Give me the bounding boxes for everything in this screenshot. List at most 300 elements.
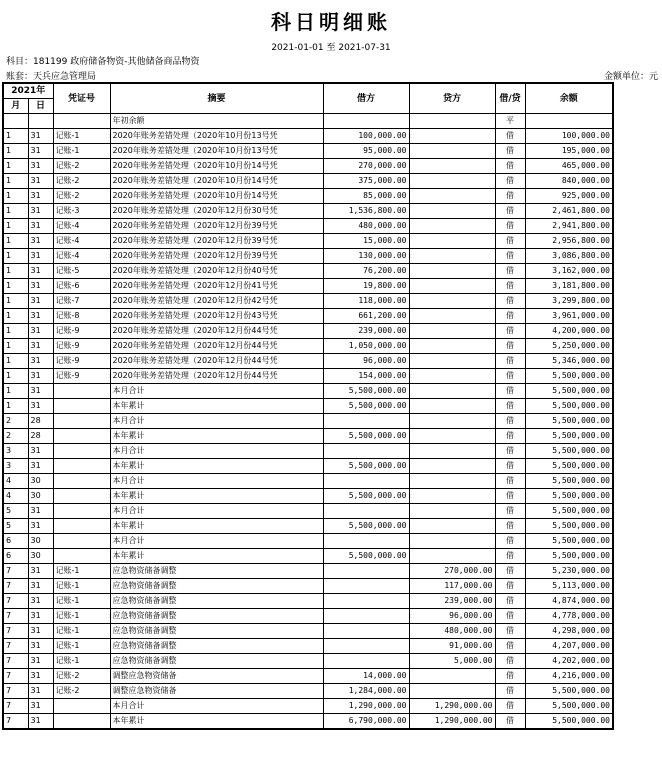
cell-voucher: 记账-9 xyxy=(53,339,110,354)
cell-balance: 5,500,000.00 xyxy=(525,684,613,699)
cell-month: 7 xyxy=(3,579,28,594)
cell-direction: 借 xyxy=(495,324,525,339)
cell-month: 1 xyxy=(3,399,28,414)
cell-summary: 本月合计 xyxy=(110,699,323,714)
cell-day: 31 xyxy=(28,249,53,264)
cell-summary: 2020年账务差错处理（2020年10月份14号凭 xyxy=(110,159,323,174)
table-row xyxy=(3,609,613,624)
cell-voucher xyxy=(53,429,110,444)
cell-month: 7 xyxy=(3,699,28,714)
cell-day: 31 xyxy=(28,519,53,534)
cell-day: 31 xyxy=(28,324,53,339)
cell-balance: 5,500,000.00 xyxy=(525,714,613,730)
cell-month: 1 xyxy=(3,324,28,339)
cell-credit xyxy=(409,444,495,459)
cell-summary: 应急物资储备调整 xyxy=(110,579,323,594)
cell-summary: 本年累计 xyxy=(110,459,323,474)
cell-voucher: 记账-6 xyxy=(53,279,110,294)
cell-balance: 2,461,800.00 xyxy=(525,204,613,219)
cell-month: 3 xyxy=(3,444,28,459)
table-row xyxy=(3,414,613,429)
cell-direction: 借 xyxy=(495,234,525,249)
cell-month: 1 xyxy=(3,234,28,249)
cell-month: 5 xyxy=(3,519,28,534)
header-summary: 摘要 xyxy=(110,83,323,114)
cell-credit xyxy=(409,354,495,369)
cell-summary: 本年累计 xyxy=(110,519,323,534)
account-subject: 科目：181199 政府储备物资-其他储备商品物资 xyxy=(6,57,200,67)
cell-balance: 3,086,800.00 xyxy=(525,249,613,264)
cell-day: 30 xyxy=(28,534,53,549)
cell-month: 4 xyxy=(3,489,28,504)
cell-voucher: 记账-9 xyxy=(53,324,110,339)
cell-debit xyxy=(323,474,409,489)
cell-balance: 3,181,800.00 xyxy=(525,279,613,294)
cell-debit xyxy=(323,624,409,639)
cell-day: 31 xyxy=(28,354,53,369)
cell-balance: 4,202,000.00 xyxy=(525,654,613,669)
cell-balance: 5,500,000.00 xyxy=(525,414,613,429)
cell-summary: 2020年账务差错处理（2020年10月份13号凭 xyxy=(110,129,323,144)
header-debit: 借方 xyxy=(323,83,409,114)
cell-debit: 1,536,800.00 xyxy=(323,204,409,219)
cell-direction: 借 xyxy=(495,669,525,684)
cell-credit xyxy=(409,159,495,174)
cell-credit xyxy=(409,249,495,264)
cell-summary: 2020年账务差错处理（2020年12月份44号凭 xyxy=(110,324,323,339)
cell-direction: 借 xyxy=(495,699,525,714)
cell-voucher xyxy=(53,519,110,534)
cell-debit: 5,500,000.00 xyxy=(323,384,409,399)
cell-month: 5 xyxy=(3,504,28,519)
ledger-body xyxy=(3,114,613,730)
header-direction: 借/贷 xyxy=(495,83,525,114)
cell-credit xyxy=(409,264,495,279)
ledger-table xyxy=(2,82,614,730)
cell-balance: 5,500,000.00 xyxy=(525,384,613,399)
table-row xyxy=(3,699,613,714)
cell-direction: 借 xyxy=(495,294,525,309)
cell-direction: 借 xyxy=(495,309,525,324)
cell-direction: 借 xyxy=(495,159,525,174)
cell-credit: 117,000.00 xyxy=(409,579,495,594)
cell-debit xyxy=(323,114,409,129)
table-row xyxy=(3,279,613,294)
cell-summary: 本年累计 xyxy=(110,714,323,730)
cell-debit: 130,000.00 xyxy=(323,249,409,264)
cell-summary: 2020年账务差错处理（2020年10月份14号凭 xyxy=(110,174,323,189)
cell-month: 1 xyxy=(3,369,28,384)
cell-credit xyxy=(409,429,495,444)
cell-voucher xyxy=(53,459,110,474)
cell-direction: 借 xyxy=(495,504,525,519)
cell-day: 31 xyxy=(28,564,53,579)
table-row xyxy=(3,309,613,324)
cell-summary: 本月合计 xyxy=(110,504,323,519)
cell-month: 1 xyxy=(3,309,28,324)
table-row xyxy=(3,264,613,279)
cell-summary: 本月合计 xyxy=(110,474,323,489)
cell-direction: 借 xyxy=(495,564,525,579)
cell-summary: 2020年账务差错处理（2020年12月份39号凭 xyxy=(110,234,323,249)
cell-debit xyxy=(323,594,409,609)
account-book: 账套：天兵应急管理局 xyxy=(6,72,97,82)
cell-day: 30 xyxy=(28,474,53,489)
cell-summary: 2020年账务差错处理（2020年12月份39号凭 xyxy=(110,249,323,264)
cell-month: 1 xyxy=(3,159,28,174)
cell-direction: 借 xyxy=(495,219,525,234)
table-row xyxy=(3,204,613,219)
cell-debit: 5,500,000.00 xyxy=(323,519,409,534)
cell-balance: 3,299,800.00 xyxy=(525,294,613,309)
cell-voucher xyxy=(53,399,110,414)
cell-balance: 5,500,000.00 xyxy=(525,459,613,474)
cell-credit xyxy=(409,504,495,519)
cell-month: 7 xyxy=(3,684,28,699)
cell-month: 2 xyxy=(3,414,28,429)
cell-month: 4 xyxy=(3,474,28,489)
cell-day: 31 xyxy=(28,579,53,594)
cell-month: 1 xyxy=(3,249,28,264)
cell-day: 31 xyxy=(28,159,53,174)
table-row xyxy=(3,444,613,459)
cell-voucher: 记账-2 xyxy=(53,174,110,189)
cell-debit: 1,290,000.00 xyxy=(323,699,409,714)
cell-day: 31 xyxy=(28,714,53,730)
cell-voucher: 记账-1 xyxy=(53,579,110,594)
table-row xyxy=(3,234,613,249)
cell-credit xyxy=(409,369,495,384)
table-row xyxy=(3,669,613,684)
cell-direction: 借 xyxy=(495,144,525,159)
cell-direction: 借 xyxy=(495,339,525,354)
cell-summary: 本年累计 xyxy=(110,549,323,564)
cell-summary: 2020年账务差错处理（2020年12月份40号凭 xyxy=(110,264,323,279)
table-row xyxy=(3,159,613,174)
cell-balance: 2,941,800.00 xyxy=(525,219,613,234)
cell-debit: 480,000.00 xyxy=(323,219,409,234)
table-row xyxy=(3,399,613,414)
cell-balance: 4,778,000.00 xyxy=(525,609,613,624)
cell-voucher: 记账-1 xyxy=(53,144,110,159)
cell-day xyxy=(28,114,53,129)
cell-debit xyxy=(323,654,409,669)
cell-month: 3 xyxy=(3,459,28,474)
cell-day: 31 xyxy=(28,339,53,354)
cell-balance: 5,500,000.00 xyxy=(525,369,613,384)
amount-unit: 金额单位：元 xyxy=(603,72,658,82)
report-title: 科日明细账 xyxy=(271,10,391,34)
table-row xyxy=(3,504,613,519)
cell-summary: 应急物资储备调整 xyxy=(110,624,323,639)
cell-balance: 5,250,000.00 xyxy=(525,339,613,354)
cell-credit xyxy=(409,684,495,699)
report-period: 2021-01-01 至 2021-07-31 xyxy=(271,43,391,53)
cell-debit: 1,284,000.00 xyxy=(323,684,409,699)
cell-voucher: 记账-8 xyxy=(53,309,110,324)
cell-month: 7 xyxy=(3,609,28,624)
cell-day: 31 xyxy=(28,459,53,474)
cell-day: 31 xyxy=(28,144,53,159)
cell-debit: 19,800.00 xyxy=(323,279,409,294)
cell-voucher: 记账-4 xyxy=(53,249,110,264)
cell-balance: 5,500,000.00 xyxy=(525,504,613,519)
cell-voucher xyxy=(53,534,110,549)
cell-voucher xyxy=(53,414,110,429)
cell-summary: 2020年账务差错处理（2020年12月份42号凭 xyxy=(110,294,323,309)
table-row xyxy=(3,429,613,444)
cell-summary: 本月合计 xyxy=(110,384,323,399)
cell-direction: 借 xyxy=(495,384,525,399)
cell-month: 2 xyxy=(3,429,28,444)
cell-voucher: 记账-2 xyxy=(53,159,110,174)
cell-balance: 5,500,000.00 xyxy=(525,474,613,489)
cell-direction: 借 xyxy=(495,594,525,609)
cell-summary: 调整应急物资储备 xyxy=(110,684,323,699)
cell-credit xyxy=(409,459,495,474)
cell-debit: 15,000.00 xyxy=(323,234,409,249)
cell-summary: 本月合计 xyxy=(110,444,323,459)
cell-day: 31 xyxy=(28,654,53,669)
table-row xyxy=(3,684,613,699)
cell-summary: 应急物资储备调整 xyxy=(110,609,323,624)
cell-voucher xyxy=(53,114,110,129)
cell-direction: 借 xyxy=(495,549,525,564)
cell-credit xyxy=(409,534,495,549)
cell-debit: 5,500,000.00 xyxy=(323,459,409,474)
cell-day: 31 xyxy=(28,264,53,279)
cell-debit: 661,200.00 xyxy=(323,309,409,324)
cell-day: 31 xyxy=(28,669,53,684)
cell-credit xyxy=(409,414,495,429)
table-row xyxy=(3,459,613,474)
cell-credit: 5,000.00 xyxy=(409,654,495,669)
cell-month xyxy=(3,114,28,129)
cell-direction: 借 xyxy=(495,519,525,534)
cell-debit xyxy=(323,609,409,624)
cell-debit: 118,000.00 xyxy=(323,294,409,309)
table-row xyxy=(3,249,613,264)
cell-voucher xyxy=(53,384,110,399)
cell-credit xyxy=(409,489,495,504)
cell-credit xyxy=(409,519,495,534)
cell-credit xyxy=(409,399,495,414)
cell-direction: 借 xyxy=(495,174,525,189)
cell-direction: 借 xyxy=(495,579,525,594)
cell-debit: 375,000.00 xyxy=(323,174,409,189)
cell-month: 1 xyxy=(3,384,28,399)
cell-voucher: 记账-4 xyxy=(53,234,110,249)
cell-day: 31 xyxy=(28,684,53,699)
cell-credit xyxy=(409,669,495,684)
cell-summary: 本年累计 xyxy=(110,399,323,414)
table-row xyxy=(3,129,613,144)
table-row xyxy=(3,639,613,654)
cell-voucher: 记账-9 xyxy=(53,369,110,384)
cell-voucher: 记账-1 xyxy=(53,564,110,579)
table-row xyxy=(3,489,613,504)
cell-voucher: 记账-7 xyxy=(53,294,110,309)
cell-voucher xyxy=(53,474,110,489)
cell-credit: 1,290,000.00 xyxy=(409,714,495,730)
cell-debit xyxy=(323,639,409,654)
table-row xyxy=(3,579,613,594)
cell-balance: 840,000.00 xyxy=(525,174,613,189)
cell-day: 31 xyxy=(28,189,53,204)
cell-direction: 借 xyxy=(495,369,525,384)
cell-direction: 借 xyxy=(495,474,525,489)
cell-voucher: 记账-1 xyxy=(53,594,110,609)
cell-day: 31 xyxy=(28,219,53,234)
cell-balance: 5,500,000.00 xyxy=(525,699,613,714)
cell-debit xyxy=(323,414,409,429)
cell-month: 7 xyxy=(3,669,28,684)
cell-balance: 5,230,000.00 xyxy=(525,564,613,579)
cell-debit: 85,000.00 xyxy=(323,189,409,204)
header-month: 月 xyxy=(3,99,28,114)
cell-day: 31 xyxy=(28,309,53,324)
cell-debit: 154,000.00 xyxy=(323,369,409,384)
cell-day: 30 xyxy=(28,549,53,564)
cell-month: 6 xyxy=(3,534,28,549)
cell-summary: 本月合计 xyxy=(110,534,323,549)
cell-direction: 借 xyxy=(495,714,525,730)
cell-voucher xyxy=(53,444,110,459)
table-row xyxy=(3,714,613,730)
cell-direction: 借 xyxy=(495,354,525,369)
table-row xyxy=(3,549,613,564)
cell-summary: 应急物资储备调整 xyxy=(110,654,323,669)
cell-direction: 借 xyxy=(495,534,525,549)
cell-month: 1 xyxy=(3,279,28,294)
cell-credit xyxy=(409,549,495,564)
cell-month: 1 xyxy=(3,204,28,219)
cell-balance: 4,298,000.00 xyxy=(525,624,613,639)
cell-debit: 5,500,000.00 xyxy=(323,399,409,414)
cell-day: 31 xyxy=(28,594,53,609)
cell-voucher: 记账-1 xyxy=(53,624,110,639)
cell-credit xyxy=(409,189,495,204)
cell-debit: 100,000.00 xyxy=(323,129,409,144)
cell-month: 1 xyxy=(3,174,28,189)
cell-summary: 2020年账务差错处理（2020年12月份30号凭 xyxy=(110,204,323,219)
cell-month: 6 xyxy=(3,549,28,564)
cell-balance: 5,500,000.00 xyxy=(525,519,613,534)
cell-voucher xyxy=(53,504,110,519)
cell-debit: 76,200.00 xyxy=(323,264,409,279)
cell-credit: 91,000.00 xyxy=(409,639,495,654)
cell-voucher: 记账-1 xyxy=(53,654,110,669)
cell-credit xyxy=(409,129,495,144)
header-voucher: 凭证号 xyxy=(53,83,110,114)
cell-debit xyxy=(323,579,409,594)
cell-month: 1 xyxy=(3,339,28,354)
table-row xyxy=(3,519,613,534)
cell-direction: 平 xyxy=(495,114,525,129)
cell-summary: 2020年账务差错处理（2020年12月份39号凭 xyxy=(110,219,323,234)
cell-summary: 本年累计 xyxy=(110,429,323,444)
cell-summary: 本年累计 xyxy=(110,489,323,504)
cell-month: 7 xyxy=(3,564,28,579)
cell-day: 31 xyxy=(28,279,53,294)
cell-voucher: 记账-1 xyxy=(53,129,110,144)
cell-balance xyxy=(525,114,613,129)
cell-balance: 3,961,000.00 xyxy=(525,309,613,324)
cell-summary: 2020年账务差错处理（2020年10月份14号凭 xyxy=(110,189,323,204)
cell-credit xyxy=(409,324,495,339)
cell-day: 31 xyxy=(28,384,53,399)
cell-credit xyxy=(409,474,495,489)
cell-voucher xyxy=(53,489,110,504)
cell-direction: 借 xyxy=(495,459,525,474)
cell-debit: 5,500,000.00 xyxy=(323,429,409,444)
cell-direction: 借 xyxy=(495,639,525,654)
cell-balance: 4,216,000.00 xyxy=(525,669,613,684)
cell-summary: 2020年账务差错处理（2020年12月份44号凭 xyxy=(110,339,323,354)
table-row xyxy=(3,594,613,609)
header-year: 2021年 xyxy=(3,83,53,99)
cell-direction: 借 xyxy=(495,609,525,624)
cell-day: 31 xyxy=(28,504,53,519)
cell-day: 31 xyxy=(28,294,53,309)
cell-credit: 239,000.00 xyxy=(409,594,495,609)
cell-credit: 96,000.00 xyxy=(409,609,495,624)
cell-summary: 本月合计 xyxy=(110,414,323,429)
cell-voucher: 记账-2 xyxy=(53,669,110,684)
cell-debit xyxy=(323,444,409,459)
cell-balance: 2,956,800.00 xyxy=(525,234,613,249)
header-credit: 贷方 xyxy=(409,83,495,114)
cell-month: 7 xyxy=(3,594,28,609)
cell-voucher xyxy=(53,549,110,564)
table-row xyxy=(3,339,613,354)
cell-debit: 14,000.00 xyxy=(323,669,409,684)
cell-balance: 5,500,000.00 xyxy=(525,444,613,459)
cell-balance: 4,200,000.00 xyxy=(525,324,613,339)
cell-debit: 6,790,000.00 xyxy=(323,714,409,730)
cell-debit: 5,500,000.00 xyxy=(323,549,409,564)
cell-debit: 1,050,000.00 xyxy=(323,339,409,354)
cell-day: 31 xyxy=(28,624,53,639)
table-row xyxy=(3,624,613,639)
cell-month: 7 xyxy=(3,714,28,730)
cell-direction: 借 xyxy=(495,249,525,264)
cell-credit xyxy=(409,234,495,249)
cell-direction: 借 xyxy=(495,444,525,459)
cell-summary: 2020年账务差错处理（2020年12月份44号凭 xyxy=(110,369,323,384)
cell-credit xyxy=(409,339,495,354)
cell-day: 31 xyxy=(28,174,53,189)
cell-voucher: 记账-2 xyxy=(53,684,110,699)
table-row xyxy=(3,654,613,669)
cell-voucher: 记账-4 xyxy=(53,219,110,234)
cell-debit xyxy=(323,504,409,519)
cell-month: 7 xyxy=(3,654,28,669)
table-row xyxy=(3,189,613,204)
cell-month: 1 xyxy=(3,129,28,144)
cell-summary: 2020年账务差错处理（2020年12月份44号凭 xyxy=(110,354,323,369)
cell-debit: 96,000.00 xyxy=(323,354,409,369)
cell-month: 1 xyxy=(3,144,28,159)
header-day: 日 xyxy=(28,99,53,114)
cell-voucher xyxy=(53,714,110,730)
cell-voucher: 记账-3 xyxy=(53,204,110,219)
cell-direction: 借 xyxy=(495,189,525,204)
cell-day: 31 xyxy=(28,639,53,654)
cell-month: 1 xyxy=(3,189,28,204)
cell-balance: 465,000.00 xyxy=(525,159,613,174)
cell-credit xyxy=(409,294,495,309)
